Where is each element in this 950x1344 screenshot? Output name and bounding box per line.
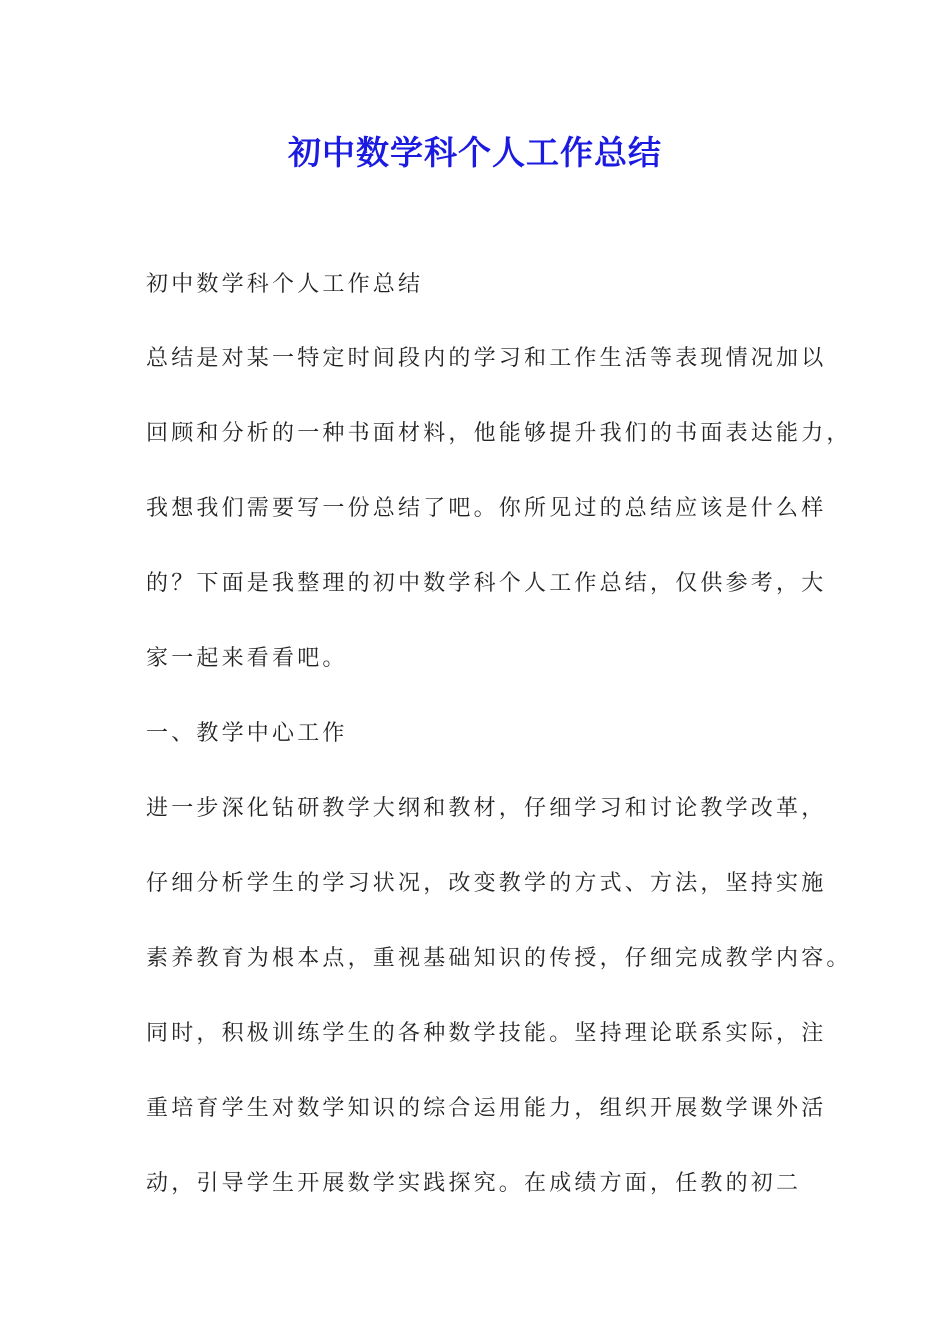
body-line: 我想我们需要写一份总结了吧。你所见过的总结应该是什么样 [146,496,827,521]
document-title: 初中数学科个人工作总结 [288,133,662,172]
body-line: 家一起来看看吧。 [146,646,348,671]
subtitle-line: 初中数学科个人工作总结 [146,272,424,297]
body-line: 仔细分析学生的学习状况，改变教学的方式、方法，坚持实施 [146,871,827,896]
body-line: 回顾和分析的一种书面材料，他能够提升我们的书面表达能力， [146,421,852,446]
body-line: 素养教育为根本点，重视基础知识的传授，仔细完成教学内容。 [146,946,852,971]
body-line: 进一步深化钻研教学大纲和教材，仔细学习和讨论教学改革， [146,796,827,821]
body-line: 动，引导学生开展数学实践探究。在成绩方面，任教的初二 [146,1171,802,1196]
section-heading: 一、教学中心工作 [146,721,348,746]
body-line: 重培育学生对数学知识的综合运用能力，组织开展数学课外活 [146,1096,827,1121]
body-line: 的？下面是我整理的初中数学科个人工作总结，仅供参考，大 [146,571,827,596]
body-line: 总结是对某一特定时间段内的学习和工作生活等表现情况加以 [146,346,827,371]
body-line: 同时，积极训练学生的各种数学技能。坚持理论联系实际，注 [146,1021,827,1046]
